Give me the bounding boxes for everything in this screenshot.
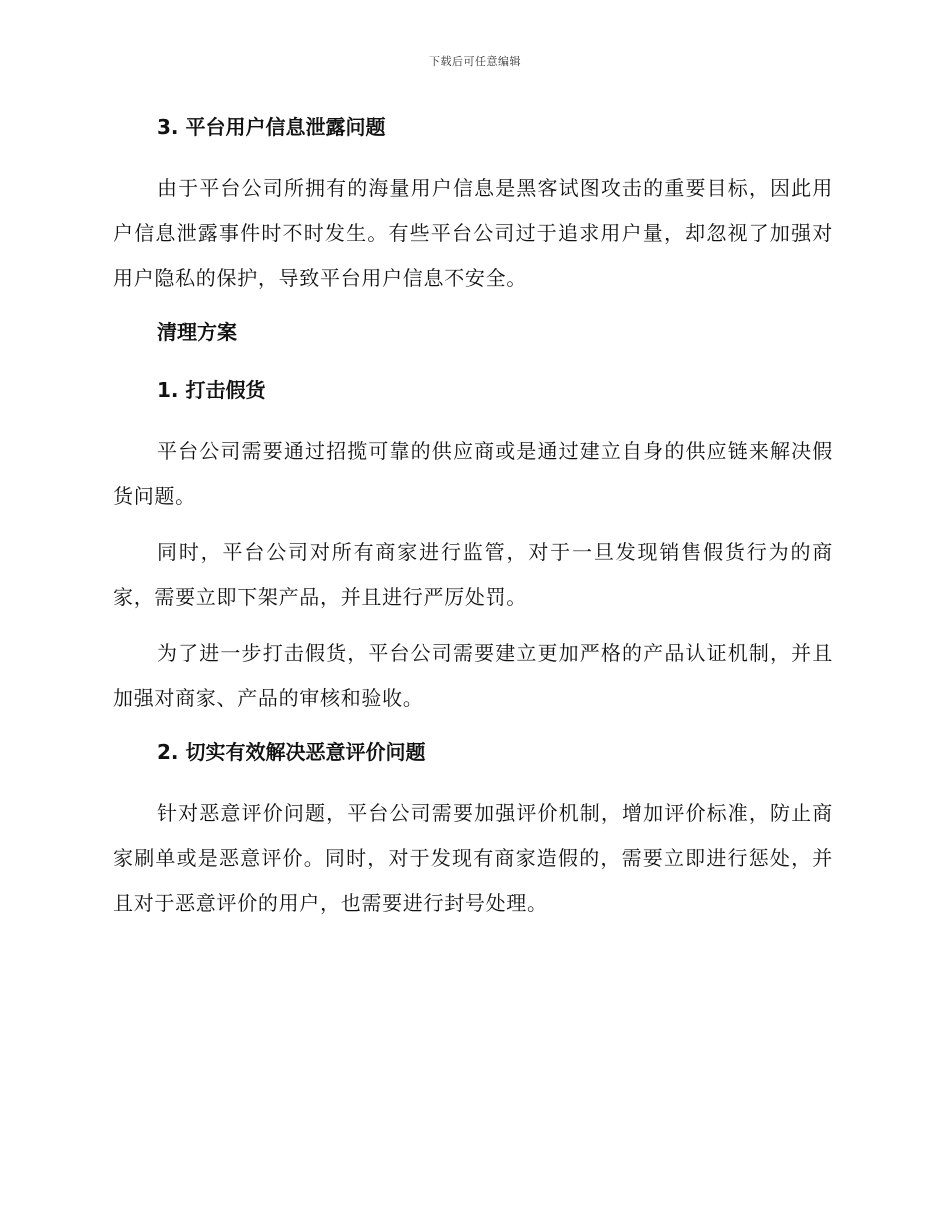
section-heading-user-info-leak: 3. 平台用户信息泄露问题	[157, 115, 386, 139]
section-heading-fight-counterfeits: 1. 打击假货	[157, 378, 266, 402]
page-header-note: 下载后可任意编辑	[429, 55, 521, 68]
paragraph-review-mechanism: 针对恶意评价问题，平台公司需要加强评价机制，增加评价标准，防止商家刷单或是恶意评价。同时，对于发现有商家造假的，需要立即进行惩处，并且对于恶意评价的用户，也需要进行封号处理。	[113, 801, 833, 915]
section-heading-malicious-reviews: 2. 切实有效解决恶意评价问题	[157, 740, 426, 764]
paragraph-merchant-supervision: 同时，平台公司对所有商家进行监管，对于一旦发现销售假货行为的商家，需要立即下架产品，并且进行严厉处罚。	[113, 540, 833, 609]
paragraph-suppliers: 平台公司需要通过招揽可靠的供应商或是通过建立自身的供应链来解决假货问题。	[113, 439, 833, 508]
paragraph-certification: 为了进一步打击假货，平台公司需要建立更加严格的产品认证机制，并且加强对商家、产品的审核和验收。	[113, 641, 833, 710]
document-body	[113, 110, 833, 926]
paragraph-user-info-leak: 由于平台公司所拥有的海量用户信息是黑客试图攻击的重要目标，因此用户信息泄露事件时不时发生。有些平台公司过于追求用户量，却忽视了加强对用户隐私的保护，导致平台用户信息不安全。	[113, 176, 833, 290]
section-heading-cleanup-plan: 清理方案	[157, 320, 237, 344]
